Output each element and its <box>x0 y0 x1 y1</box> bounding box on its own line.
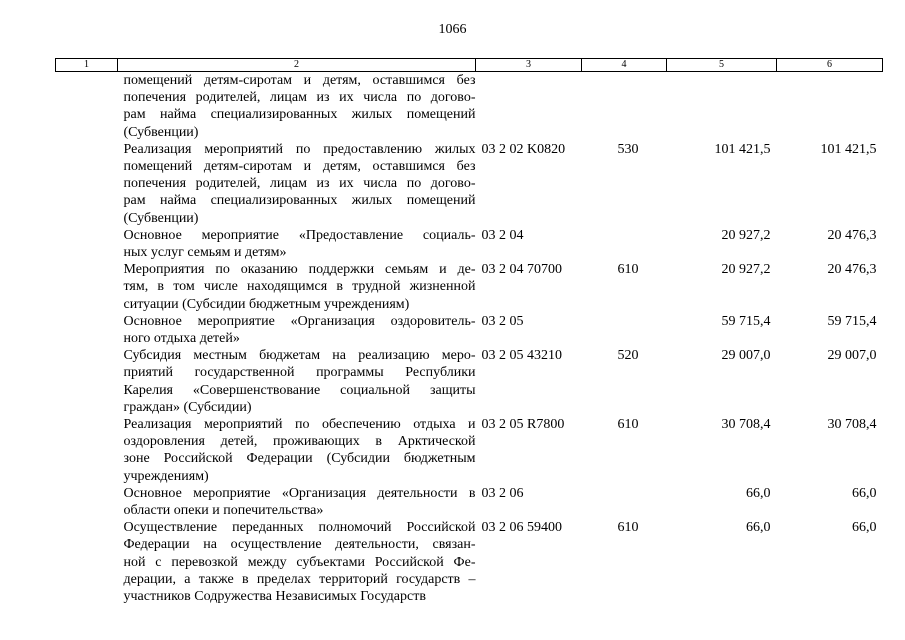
row-expense-type-cell <box>582 227 667 261</box>
row-index-cell <box>56 485 118 519</box>
row-name-cell <box>118 485 476 519</box>
row-sum-2-cell: 66,0 <box>852 520 877 536</box>
name-line: участников Содружества Независимых Государств <box>123 589 426 605</box>
row-code-cell: 03 2 06 <box>481 485 524 501</box>
name-line: Основное мероприятие «Предоставление социаль- <box>123 227 476 243</box>
name-line: рам найма специализированных жилых помещений <box>123 107 476 123</box>
name-line: приятий государственной программы Республики <box>123 365 476 381</box>
table-row <box>56 519 883 605</box>
table-row <box>56 141 883 227</box>
row-expense-type-cell: 530 <box>617 141 639 157</box>
name-line: ной с перевозкой между субъектами Российской Фе- <box>123 554 476 570</box>
row-name-cell <box>118 519 476 605</box>
budget-table <box>55 58 883 605</box>
name-line: ситуации (Субсидии бюджетным учреждениям) <box>123 296 410 312</box>
row-index-cell <box>56 261 118 313</box>
name-line: Реализация мероприятий по обеспечению отдыха и <box>123 417 476 433</box>
name-line: помещений детям-сиротам и детям, оставшимся без <box>123 73 476 88</box>
name-line: дерации, а также в пределах территорий государств – <box>123 571 476 587</box>
row-index-cell <box>56 347 118 416</box>
table-row <box>56 261 883 313</box>
row-expense-type-cell: 610 <box>617 417 639 433</box>
name-line: Основное мероприятие «Организация деятельности в <box>123 485 476 501</box>
name-line: ного отдыха детей» <box>123 331 240 347</box>
row-code-cell: 03 2 04 70700 <box>481 262 562 278</box>
row-sum-1-cell: 66,0 <box>746 520 771 536</box>
row-sum-1-cell: 101 421,5 <box>714 141 771 157</box>
table-row <box>56 416 883 485</box>
table-row <box>56 313 883 347</box>
row-sum-1-cell: 29 007,0 <box>721 348 771 364</box>
row-sum-2-cell: 29 007,0 <box>827 348 877 364</box>
name-line: попечения родителей, лицам из их числа по догово- <box>123 176 476 192</box>
name-line: учреждениям) <box>123 468 209 484</box>
row-expense-type-cell: 610 <box>617 262 639 278</box>
row-expense-type-cell <box>582 72 667 141</box>
name-line: Мероприятия по оказанию поддержки семьям и де- <box>123 262 476 278</box>
row-sum-2-cell: 20 476,3 <box>827 262 877 278</box>
header-col-6: 6 <box>777 59 883 72</box>
row-name-cell <box>118 416 476 485</box>
name-line: попечения родителей, лицам из их числа по догово- <box>123 90 476 106</box>
name-line: тям, в том числе находящимся в трудной жизненной <box>123 279 476 295</box>
row-sum-2-cell: 59 715,4 <box>827 313 877 329</box>
table-row <box>56 347 883 416</box>
header-col-2: 2 <box>118 59 476 72</box>
row-sum-2-cell: 30 708,4 <box>827 417 877 433</box>
row-name-cell <box>118 227 476 261</box>
name-line: Реализация мероприятий по предоставлению жилых <box>123 141 476 157</box>
name-line: (Субвенции) <box>123 210 199 226</box>
row-expense-type-cell: 610 <box>617 520 639 536</box>
header-col-4: 4 <box>582 59 667 72</box>
row-code-cell: 03 2 05 43210 <box>481 348 562 364</box>
row-sum-1-cell: 66,0 <box>746 485 771 501</box>
row-index-cell <box>56 227 118 261</box>
row-index-cell <box>56 313 118 347</box>
row-index-cell <box>56 416 118 485</box>
row-expense-type-cell <box>582 485 667 519</box>
row-sum-2-cell: 101 421,5 <box>820 141 877 157</box>
table-header <box>56 59 883 72</box>
name-line: Субсидия местным бюджетам на реализацию меро- <box>123 348 476 364</box>
name-line: рам найма специализированных жилых помещений <box>123 193 476 209</box>
row-name-cell <box>118 261 476 313</box>
header-col-1: 1 <box>56 59 118 72</box>
name-line: Карелия «Совершенствование социальной защиты <box>123 382 476 398</box>
row-code-cell: 03 2 02 K0820 <box>481 141 566 157</box>
row-expense-type-cell <box>582 313 667 347</box>
row-sum-1-cell <box>667 72 777 141</box>
name-line: оздоровления детей, проживающих в Арктической <box>123 434 476 450</box>
row-name-cell <box>118 72 476 141</box>
row-sum-2-cell <box>777 72 883 141</box>
row-name-cell <box>118 141 476 227</box>
name-line: области опеки и попечительства» <box>123 503 324 519</box>
name-line: граждан» (Субсидии) <box>123 399 252 415</box>
table-row <box>56 485 883 519</box>
name-line: Основное мероприятие «Организация оздоровитель- <box>123 313 476 329</box>
page-number: 1066 <box>438 22 467 37</box>
row-name-cell <box>118 313 476 347</box>
row-expense-type-cell: 520 <box>617 348 639 364</box>
row-index-cell <box>56 72 118 141</box>
row-sum-1-cell: 59 715,4 <box>721 313 771 329</box>
row-sum-1-cell: 20 927,2 <box>721 227 771 243</box>
table-row <box>56 72 883 141</box>
table-body <box>56 72 883 606</box>
header-col-5: 5 <box>667 59 777 72</box>
row-code-cell: 03 2 04 <box>481 227 524 243</box>
row-sum-1-cell: 20 927,2 <box>721 262 771 278</box>
name-line: ных услуг семьям и детям» <box>123 245 287 261</box>
name-line: зоне Российской Федерации (Субсидии бюджетным <box>123 451 476 467</box>
row-sum-2-cell: 66,0 <box>852 485 877 501</box>
row-code-cell <box>476 72 582 141</box>
row-sum-1-cell: 30 708,4 <box>721 417 771 433</box>
name-line: Федерации на осуществление деятельности, связан- <box>123 537 476 553</box>
row-name-cell <box>118 347 476 416</box>
name-line: помещений детям-сиротам и детям, оставшимся без <box>123 159 476 175</box>
name-line: Осуществление переданных полномочий Российской <box>123 520 476 536</box>
row-index-cell <box>56 519 118 605</box>
header-col-3: 3 <box>476 59 582 72</box>
row-code-cell: 03 2 05 <box>481 313 524 329</box>
row-code-cell: 03 2 06 59400 <box>481 520 562 536</box>
row-code-cell: 03 2 05 R7800 <box>481 417 565 433</box>
row-sum-2-cell: 20 476,3 <box>827 227 877 243</box>
row-index-cell <box>56 141 118 227</box>
name-line: (Субвенции) <box>123 124 199 140</box>
table-row <box>56 227 883 261</box>
